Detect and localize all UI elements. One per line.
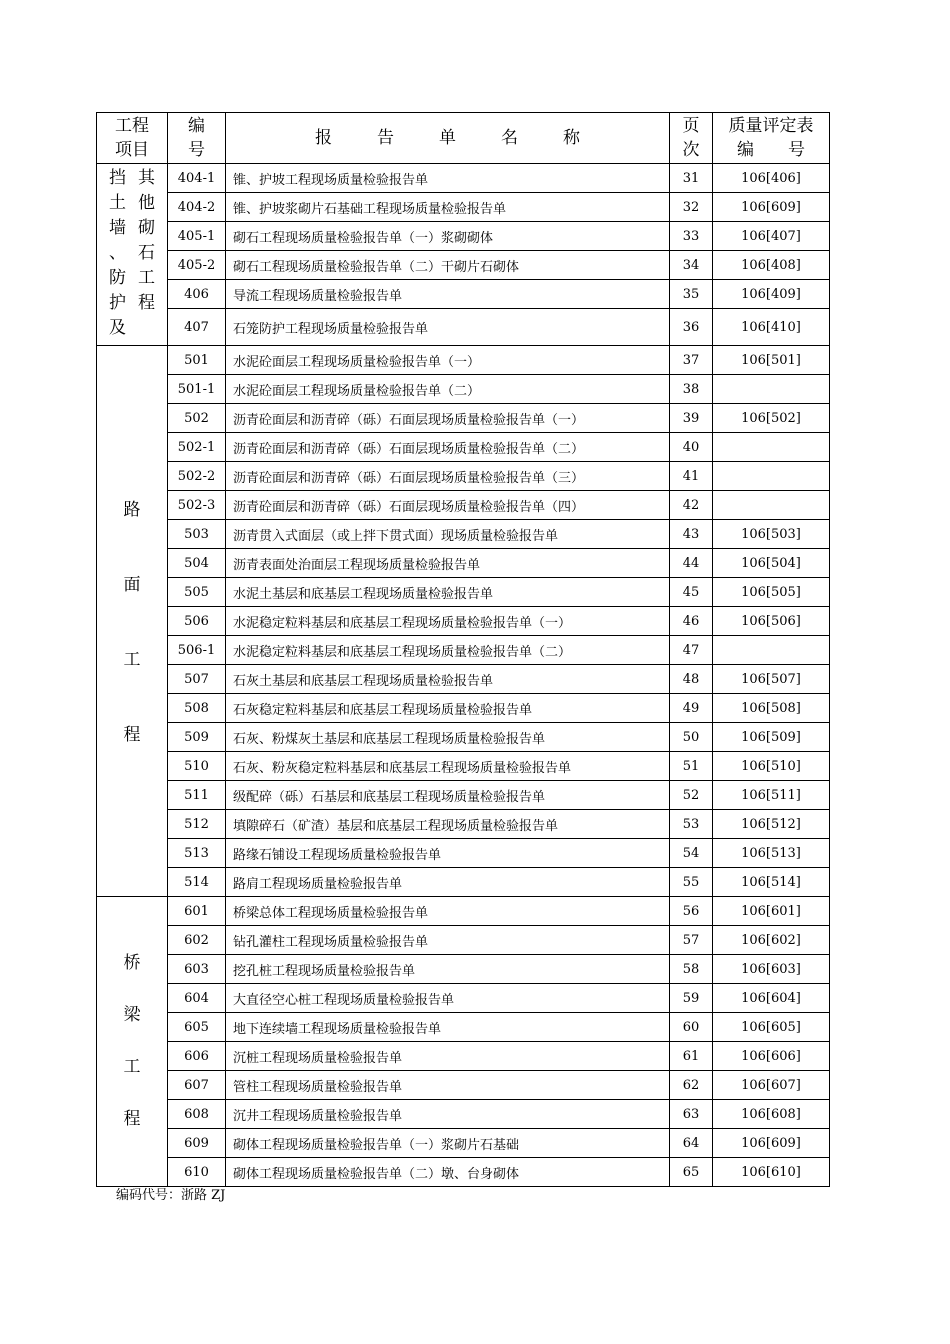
code-cell: 501 (168, 346, 226, 375)
code-cell: 511 (168, 781, 226, 810)
name-cell: 水泥稳定粒料基层和底基层工程现场质量检验报告单（一） (226, 607, 670, 636)
category-char: 石 (138, 243, 155, 263)
grade-cell: 106[603] (713, 955, 830, 984)
name-cell: 沥青砼面层和沥青碎（砾）石面层现场质量检验报告单（三） (226, 462, 670, 491)
code-cell: 601 (168, 897, 226, 926)
name-cell: 锥、护坡工程现场质量检验报告单 (226, 164, 670, 193)
table-row (97, 1013, 830, 1042)
header-grade-line1: 质量评定表 (728, 116, 814, 136)
table-row (97, 897, 830, 926)
page-cell: 39 (670, 404, 713, 433)
name-cell: 导流工程现场质量检验报告单 (226, 280, 670, 309)
table-row (97, 1042, 830, 1071)
category-char: 其 (138, 168, 155, 188)
grade-cell (713, 375, 830, 404)
category-text-grid (97, 164, 167, 343)
name-cell: 石灰土基层和底基层工程现场质量检验报告单 (226, 665, 670, 694)
name-cell: 填隙碎石（矿渣）基层和底基层工程现场质量检验报告单 (226, 810, 670, 839)
name-cell: 砌石工程现场质量检验报告单（二）干砌片石砌体 (226, 251, 670, 280)
grade-cell: 106[605] (713, 1013, 830, 1042)
grade-cell: 106[514] (713, 868, 830, 897)
table-row (97, 752, 830, 781)
header-name-char: 告 (377, 128, 394, 148)
code-cell: 506-1 (168, 636, 226, 665)
name-cell: 沥青贯入式面层（或上拌下贯式面）现场质量检验报告单 (226, 520, 670, 549)
table-row (97, 1129, 830, 1158)
name-cell: 石灰稳定粒料基层和底基层工程现场质量检验报告单 (226, 694, 670, 723)
page-cell: 33 (670, 222, 713, 251)
table-row (97, 723, 830, 752)
page-cell: 51 (670, 752, 713, 781)
code-cell: 501-1 (168, 375, 226, 404)
category-char: 梁 (123, 1005, 141, 1025)
header-name-char: 称 (563, 128, 580, 148)
page-cell: 41 (670, 462, 713, 491)
code-cell: 607 (168, 1071, 226, 1100)
page-cell: 44 (670, 549, 713, 578)
grade-cell: 106[502] (713, 404, 830, 433)
page-cell: 49 (670, 694, 713, 723)
name-cell: 沥青砼面层和沥青碎（砾）石面层现场质量检验报告单（二） (226, 433, 670, 462)
grade-cell (713, 462, 830, 491)
header-grade-line2: 编 号 (737, 140, 805, 160)
name-cell: 路缘石铺设工程现场质量检验报告单 (226, 839, 670, 868)
table-row (97, 810, 830, 839)
header-name-char: 报 (315, 128, 332, 148)
category-char: 路 (123, 500, 141, 520)
code-cell: 503 (168, 520, 226, 549)
category-cell (97, 897, 168, 1187)
code-cell: 509 (168, 723, 226, 752)
page-cell: 63 (670, 1100, 713, 1129)
category-char: 工 (123, 1057, 141, 1077)
page-cell: 31 (670, 164, 713, 193)
name-cell: 砌体工程现场质量检验报告单（二）墩、台身砌体 (226, 1158, 670, 1187)
code-cell: 504 (168, 549, 226, 578)
table-row (97, 868, 830, 897)
table-row (97, 193, 830, 222)
page-cell: 46 (670, 607, 713, 636)
name-cell: 石笼防护工程现场质量检验报告单 (226, 309, 670, 346)
header-name (226, 113, 670, 164)
header-code (168, 113, 226, 164)
code-cell: 502-3 (168, 491, 226, 520)
header-code-line1: 编 (188, 116, 205, 136)
name-cell: 砌石工程现场质量检验报告单（一）浆砌砌体 (226, 222, 670, 251)
header-grade (713, 113, 830, 164)
category-char: 土 (109, 193, 126, 213)
code-cell: 508 (168, 694, 226, 723)
grade-cell (713, 636, 830, 665)
page-cell: 53 (670, 810, 713, 839)
header-category-line1: 工程 (115, 116, 149, 136)
header-row (97, 113, 830, 164)
page-cell: 36 (670, 309, 713, 346)
category-char: 程 (123, 725, 141, 745)
table-row (97, 433, 830, 462)
code-cell: 506 (168, 607, 226, 636)
category-char: 及 (109, 318, 126, 338)
table-row (97, 280, 830, 309)
category-char: 砌 (138, 218, 155, 238)
code-cell: 602 (168, 926, 226, 955)
page-cell: 61 (670, 1042, 713, 1071)
name-cell: 砌体工程现场质量检验报告单（一）浆砌片石基础 (226, 1129, 670, 1158)
table-row (97, 694, 830, 723)
table-row (97, 520, 830, 549)
name-cell: 水泥砼面层工程现场质量检验报告单（二） (226, 375, 670, 404)
grade-cell: 106[511] (713, 781, 830, 810)
table-row (97, 491, 830, 520)
category-column-left (103, 166, 132, 341)
header-page-line1: 页 (682, 116, 700, 136)
category-char: 、 (109, 243, 126, 263)
header-page (670, 113, 713, 164)
page-cell: 50 (670, 723, 713, 752)
table-row (97, 1071, 830, 1100)
category-cell (97, 164, 168, 346)
grade-cell: 106[409] (713, 280, 830, 309)
page-cell: 38 (670, 375, 713, 404)
name-cell: 沉井工程现场质量检验报告单 (226, 1100, 670, 1129)
name-cell: 沉桩工程现场质量检验报告单 (226, 1042, 670, 1071)
code-cell: 404-2 (168, 193, 226, 222)
code-cell: 510 (168, 752, 226, 781)
page-cell: 45 (670, 578, 713, 607)
grade-cell: 106[509] (713, 723, 830, 752)
page-cell: 32 (670, 193, 713, 222)
category-cell (97, 346, 168, 897)
header-category (97, 113, 168, 164)
code-cell: 407 (168, 309, 226, 346)
table-row (97, 955, 830, 984)
grade-cell: 106[610] (713, 1158, 830, 1187)
table-body (97, 164, 830, 1187)
table-row (97, 665, 830, 694)
table-row (97, 404, 830, 433)
name-cell: 石灰、粉煤灰土基层和底基层工程现场质量检验报告单 (226, 723, 670, 752)
table-row (97, 346, 830, 375)
grade-cell: 106[607] (713, 1071, 830, 1100)
code-cell: 404-1 (168, 164, 226, 193)
grade-cell: 106[507] (713, 665, 830, 694)
table-row (97, 309, 830, 346)
page-cell: 37 (670, 346, 713, 375)
grade-cell: 106[505] (713, 578, 830, 607)
code-cell: 406 (168, 280, 226, 309)
name-cell: 路肩工程现场质量检验报告单 (226, 868, 670, 897)
code-cell: 606 (168, 1042, 226, 1071)
code-cell: 512 (168, 810, 226, 839)
grade-cell: 106[504] (713, 549, 830, 578)
page-cell: 62 (670, 1071, 713, 1100)
page-cell: 64 (670, 1129, 713, 1158)
name-cell: 水泥土基层和底基层工程现场质量检验报告单 (226, 578, 670, 607)
grade-cell: 106[508] (713, 694, 830, 723)
table-row (97, 636, 830, 665)
page-cell: 54 (670, 839, 713, 868)
name-cell: 石灰、粉灰稳定粒料基层和底基层工程现场质量检验报告单 (226, 752, 670, 781)
footer-code-note: 编码代号：浙路 ZJ (116, 1188, 226, 1203)
page-cell: 35 (670, 280, 713, 309)
table-row (97, 549, 830, 578)
code-cell: 405-2 (168, 251, 226, 280)
table-row (97, 164, 830, 193)
table-row (97, 1158, 830, 1187)
category-char: 他 (138, 193, 155, 213)
header-name-char: 名 (501, 128, 518, 148)
code-cell: 505 (168, 578, 226, 607)
table-row (97, 607, 830, 636)
code-cell: 502-2 (168, 462, 226, 491)
name-cell: 沥青砼面层和沥青碎（砾）石面层现场质量检验报告单（一） (226, 404, 670, 433)
name-cell: 水泥稳定粒料基层和底基层工程现场质量检验报告单（二） (226, 636, 670, 665)
category-text-stack (97, 951, 167, 1132)
name-cell: 大直径空心桩工程现场质量检验报告单 (226, 984, 670, 1013)
table-row (97, 984, 830, 1013)
name-cell: 沥青表面处治面层工程现场质量检验报告单 (226, 549, 670, 578)
grade-cell: 106[601] (713, 897, 830, 926)
code-cell: 604 (168, 984, 226, 1013)
name-cell: 挖孔桩工程现场质量检验报告单 (226, 955, 670, 984)
grade-cell: 106[510] (713, 752, 830, 781)
grade-cell: 106[506] (713, 607, 830, 636)
header-page-line2: 次 (682, 140, 700, 160)
code-cell: 513 (168, 839, 226, 868)
category-char: 程 (123, 1109, 141, 1129)
name-cell: 水泥砼面层工程现场质量检验报告单（一） (226, 346, 670, 375)
grade-cell (713, 491, 830, 520)
code-cell: 608 (168, 1100, 226, 1129)
code-cell: 405-1 (168, 222, 226, 251)
code-cell: 603 (168, 955, 226, 984)
grade-cell: 106[513] (713, 839, 830, 868)
name-cell: 锥、护坡浆砌片石基础工程现场质量检验报告单 (226, 193, 670, 222)
grade-cell: 106[410] (713, 309, 830, 346)
table-row (97, 1100, 830, 1129)
page-cell: 48 (670, 665, 713, 694)
name-cell: 沥青砼面层和沥青碎（砾）石面层现场质量检验报告单（四） (226, 491, 670, 520)
table-row (97, 578, 830, 607)
grade-cell: 106[608] (713, 1100, 830, 1129)
grade-cell: 106[408] (713, 251, 830, 280)
code-cell: 609 (168, 1129, 226, 1158)
grade-cell: 106[609] (713, 1129, 830, 1158)
category-char: 墙 (109, 218, 126, 238)
code-cell: 514 (168, 868, 226, 897)
name-cell: 桥梁总体工程现场质量检验报告单 (226, 897, 670, 926)
grade-cell: 106[406] (713, 164, 830, 193)
grade-cell: 106[602] (713, 926, 830, 955)
page-cell: 57 (670, 926, 713, 955)
grade-cell: 106[606] (713, 1042, 830, 1071)
category-char: 护 (109, 293, 126, 313)
category-column-right (132, 166, 161, 341)
category-char: 工 (138, 268, 155, 288)
header-name-char: 单 (439, 128, 456, 148)
page-cell: 52 (670, 781, 713, 810)
category-char: 程 (138, 293, 155, 313)
table-row (97, 781, 830, 810)
category-char: 面 (123, 575, 141, 595)
code-cell: 507 (168, 665, 226, 694)
page-cell: 59 (670, 984, 713, 1013)
grade-cell (713, 433, 830, 462)
page-cell: 55 (670, 868, 713, 897)
name-cell: 地下连续墙工程现场质量检验报告单 (226, 1013, 670, 1042)
grade-cell: 106[604] (713, 984, 830, 1013)
table-row (97, 926, 830, 955)
code-cell: 502-1 (168, 433, 226, 462)
page-cell: 40 (670, 433, 713, 462)
report-index-table (96, 112, 830, 1187)
header-category-line2: 项目 (115, 140, 149, 160)
name-cell: 级配碎（砾）石基层和底基层工程现场质量检验报告单 (226, 781, 670, 810)
category-text-stack (97, 494, 167, 748)
page-cell: 42 (670, 491, 713, 520)
category-char: 工 (123, 650, 141, 670)
code-cell: 610 (168, 1158, 226, 1187)
category-char: 桥 (123, 953, 141, 973)
table-row (97, 462, 830, 491)
grade-cell: 106[512] (713, 810, 830, 839)
grade-cell: 106[501] (713, 346, 830, 375)
table-row (97, 375, 830, 404)
category-char: 防 (109, 268, 126, 288)
page-cell: 58 (670, 955, 713, 984)
page-cell: 47 (670, 636, 713, 665)
table-row (97, 251, 830, 280)
grade-cell: 106[503] (713, 520, 830, 549)
page-cell: 65 (670, 1158, 713, 1187)
name-cell: 钻孔灌柱工程现场质量检验报告单 (226, 926, 670, 955)
name-cell: 管柱工程现场质量检验报告单 (226, 1071, 670, 1100)
page-cell: 56 (670, 897, 713, 926)
page-cell: 34 (670, 251, 713, 280)
grade-cell: 106[609] (713, 193, 830, 222)
header-code-line2: 号 (188, 140, 205, 160)
page-cell: 43 (670, 520, 713, 549)
code-cell: 605 (168, 1013, 226, 1042)
category-char: 挡 (109, 168, 126, 188)
table-row (97, 222, 830, 251)
grade-cell: 106[407] (713, 222, 830, 251)
page-cell: 60 (670, 1013, 713, 1042)
code-cell: 502 (168, 404, 226, 433)
table-row (97, 839, 830, 868)
